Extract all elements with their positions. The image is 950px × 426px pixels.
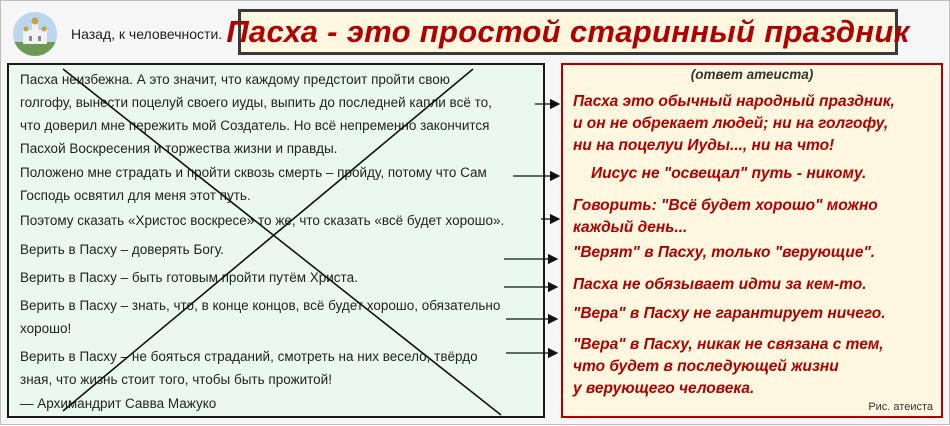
quote-paragraph: Пасха неизбежна. А это значит, что каждому предстоит пройти свою голгофу, вынести поцелуй своего иуды, выпить до последней капли всё то, что доверил мне пережить мой Создатель. Но всё непременно закончится Пасхой Воскресения и торжества жизни и правды. [20, 72, 492, 156]
cross-out-line [63, 69, 473, 411]
answer-item: Пасха это обычный народный праздник, и он не обрекает людей; ни на голгофу, ни на поцелуи Иуды..., ни на что! [573, 93, 895, 154]
answer-item: Иисус не "освещал" путь - никому. [591, 165, 867, 182]
annotation-overlay [1, 1, 950, 426]
quote-paragraph: Поэтому сказать «Христос воскресе» то же, что сказать «всё будет хорошо». [20, 213, 505, 228]
quote-paragraph: Верить в Пасху – быть готовым пройти путём Христа. [20, 270, 358, 285]
quote-paragraph: Верить в Пасху – не бояться страданий, смотреть на них весело, твёрдо зная, что жизнь стоит того, чтобы быть прожитой! [20, 349, 478, 387]
image-credit: Рис. атеиста [868, 401, 933, 413]
quote-paragraph: Верить в Пасху – доверять Богу. [20, 242, 224, 257]
back-link[interactable]: Назад, к человечности. [71, 26, 223, 42]
answer-item: Говорить: "Всё будет хорошо" можно каждый день... [573, 197, 878, 236]
cross-out-line [63, 69, 501, 415]
quote-paragraph: Положено мне страдать и пройти сквозь смерть – пройду, потому что Сам Господь освятил для меня этот путь. [20, 165, 487, 203]
quote-author: — Архимандрит Савва Мажуко [20, 396, 217, 411]
page-title: Пасха - это простой старинный праздник [226, 14, 910, 49]
answer-header: (ответ атеиста) [690, 67, 814, 82]
answer-item: "Верят" в Пасху, только "верующие". [573, 244, 876, 261]
answer-item: Пасха не обязывает идти за кем-то. [573, 276, 867, 293]
answer-item: "Вера" в Пасху, никак не связана с тем, что будет в последующей жизни у верующего человека. [573, 336, 884, 397]
quote-paragraph: Верить в Пасху – знать, что, в конце концов, всё будет хорошо, обязательно хорошо! [20, 298, 501, 336]
answer-item: "Вера" в Пасху не гарантирует ничего. [573, 305, 886, 322]
